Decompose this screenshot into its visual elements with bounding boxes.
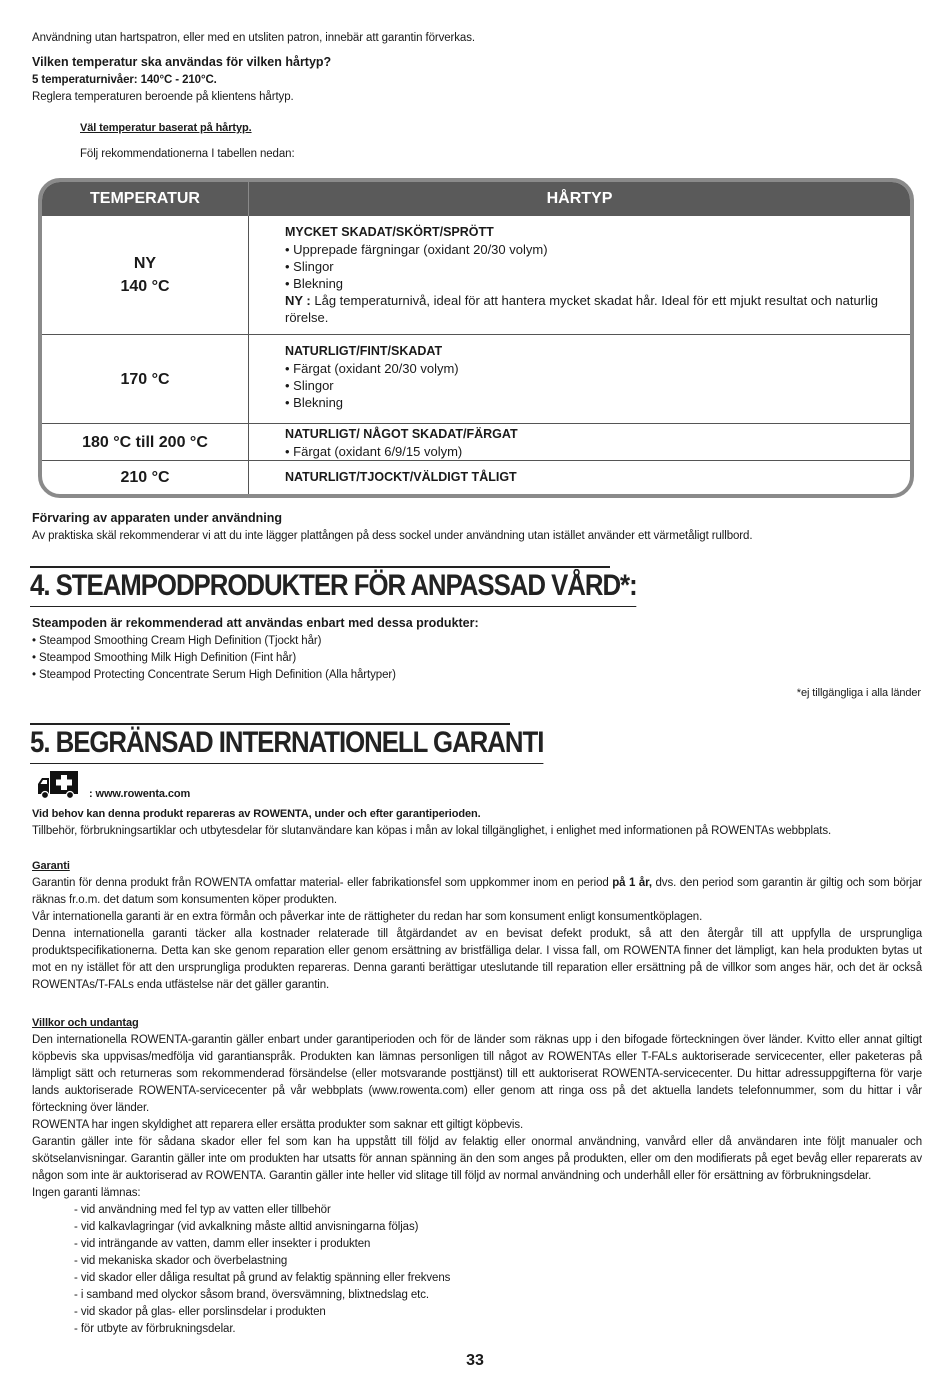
section4-intro: Steampoden är rekommenderad att användas enbart med dessa produkter: [32,616,479,630]
table-row [42,423,910,461]
section5-heading: 5. BEGRÄNSAD INTERNATIONELL GARANTI [30,725,543,764]
col-hairtype: HÅRTYP [248,182,910,216]
choose-heading: Väl temperatur baserat på hårtyp. [80,122,252,134]
list-item: • Steampod Smoothing Cream High Definition (Tjockt hår) [32,635,322,647]
page-number: 33 [466,1352,484,1369]
exclusion-item: - vid skador eller dåliga resultat på grund av felaktig spänning eller frekvens [74,1272,451,1284]
table-row [42,334,910,424]
table-header [42,182,910,216]
table-row [42,216,910,334]
footnote: *ej tillgängliga i alla länder [796,687,921,699]
hairtype-cell: NATURLIGT/TJOCKT/VÄLDIGT TÅLIGT [248,461,910,498]
exclusion-item: - vid mekaniska skador och överbelastning [74,1255,288,1267]
exclusion-item: - vid skador på glas- eller porslinsdelar i produkten [74,1306,326,1318]
table-row [42,460,910,498]
hairtype-cell: MYCKET SKADAT/SKÖRT/SPRÖTT • Upprepade färgningar (oxidant 20/30 volym) • Slingor • Blekning NY : Låg temperaturnivå, ideal för att hantera mycket skadat hår. Ideal för ett mjukt resultat och naturlig rörelse. [248,216,910,334]
hairtype-cell: NATURLIGT/ NÅGOT SKADAT/FÄRGAT • Färgat (oxidant 6/9/15 volym) [248,424,910,461]
list-item: • Steampod Protecting Concentrate Serum High Definition (Alla hårtyper) [32,669,396,681]
temp-cell: NY 140 °C [120,255,170,295]
villkor-body: Den internationella ROWENTA-garantin gäller enbart under garantiperioden och för de länder som räknas upp i den bifogade förteckningen över länder. Kvitto eller annat giltigt köpbevis ska uppvisas/medfölja vid garantianspråk. Produkten kan lämnas personligen till något av ROWENTAs eller T-FALs auktoriserade servicecenter, eller paketeras på lämpligt sätt och returneras som rekommenderad försändelse (eller motsvarande posttjänst) till ett auktoriserat ROWENTA-servicecenter. Du hittar adressuppgifterna för varje lands auktoriserade ROWENTA-servicecenter på vår webbplats (www.rowenta.com) eller genom att ringa oss på det aktuella landets telefonnummer, som du hittar i vår förteckning över länder. ROWENTA har ingen skyldighet att reparera eller ersätta produkter som saknar ett giltigt köpbevis. Garantin gäller inte för sådana skador eller fel som kan ha uppstått till följd av felaktig eller onormal användning, vanvård eller då användaren inte följt manualer och skötselanvisningar. Garantin gäller inte om produkten har utsatts för annan spänning än den som anges på produkten, eller om den modifierats på eget bevåg eller reparerats av någon som inte är auktoriserad av ROWENTA. Garantin gäller inte heller vid slitage till följd av normal användning och underhåll eller för ersättning av förbrukningsdelar. Ingen garanti lämnas: - vid användning med fel typ av vatten eller tillbehör - vid kalkavlagringar (vid avkalkning måste alltid anvisningarna följas) - vid inträngande av vatten, damm eller insekter i produkten - vid mekaniska skador och överbelastning - vid skador eller dåliga resultat på grund av felaktig spänning eller frekvens - i samband med olyckor såsom brand, översvämning, blixtnedslag etc. - vid skador på glas- eller porslinsdelar i produkten - för utbyte av förbrukningsdelar. [32,1032,922,1338]
accessories-text: Tillbehör, förbrukningsartiklar och utbytesdelar för slutanvändare kan köpas i mån av lokal tillgänglighet, i enlighet med informationen på ROWENTAs webbplats. [32,825,832,837]
exclusion-item: - i samband med olyckor såsom brand, översvämning, blixtnedslag etc. [74,1289,429,1301]
section4-heading: 4. STEAMPODPRODUKTER FÖR ANPASSAD VÅRD*: [30,568,637,607]
garanti-title: Garanti [32,860,70,872]
temp-cell: 180 °C till 200 °C [82,434,208,451]
temperature-levels: 5 temperaturnivåer: 140°C - 210°C. [32,74,217,86]
repair-text: Vid behov kan denna produkt repareras av ROWENTA, under och efter garantiperioden. [32,808,481,820]
follow-text: Följ rekommendationerna I tabellen nedan: [80,148,295,160]
garanti-body: Garantin för denna produkt från ROWENTA omfattar material- eller fabrikationsfel som uppkommer inom en period på 1 år, dvs. den period som garantin är giltig och som börjar räknas fr.o.m. det datum som konsumenten köper produkten. Vår internationella garanti är en extra förmån och påverkar inte de rättigheter du redan har som konsument enligt konsumentköplagen. Denna internationella garanti täcker alla kostnader relaterade till åtgärdandet av en bevisat defekt produkt, så att den återgår till att uppfylla de ursprungliga produktspecifikationerna. Detta kan ske genom reparation eller genom ersättning av bristfälliga delar. I vissa fall, om ROWENTA finner det lämpligt, kan hela produkten bytas ut mot en ny istället för att den ursprungliga produkten repareras. Denna garanti berättigar uteslutande till reparation eller ersättning på de villkor som anges här, och det är också ROWENTAs/T-FALs enda utfästelse när det gäller garantin. [32,877,922,991]
exclusion-item: - vid användning med fel typ av vatten eller tillbehör [74,1204,331,1216]
exclusion-item: - för utbyte av förbrukningsdelar. [74,1323,236,1335]
villkor-title: Villkor och undantag [32,1017,139,1029]
temperature-question: Vilken temperatur ska användas för vilken hårtyp? [32,55,332,69]
exclusion-item: - vid kalkavlagringar (vid avkalkning måste alltid anvisningarna följas) [74,1221,419,1233]
temperature-table [38,178,914,498]
hairtype-cell: NATURLIGT/FINT/SKADAT • Färgat (oxidant 20/30 volym) • Slingor • Blekning [248,335,910,424]
intro-line: Användning utan hartspatron, eller med en utsliten patron, innebär att garantin förverkas. [32,32,475,44]
temp-cell: 170 °C [120,371,170,388]
website-link[interactable]: : www.rowenta.com [89,788,191,800]
storage-title: Förvaring av apparaten under användning [32,511,283,525]
storage-text: Av praktiska skäl rekommenderar vi att du inte lägger plattången på dess sockel under användning utan istället använder ett värmetåligt rullbord. [32,530,753,542]
temp-cell: 210 °C [120,468,170,486]
col-temperature: TEMPERATUR [90,190,200,207]
exclusion-item: - vid inträngande av vatten, damm eller insekter i produkten [74,1238,371,1250]
list-item: • Steampod Smoothing Milk High Definition (Fint hår) [32,652,297,664]
adjust-text: Reglera temperaturen beroende på klientens hårtyp. [32,91,294,103]
service-van-icon [36,770,80,800]
